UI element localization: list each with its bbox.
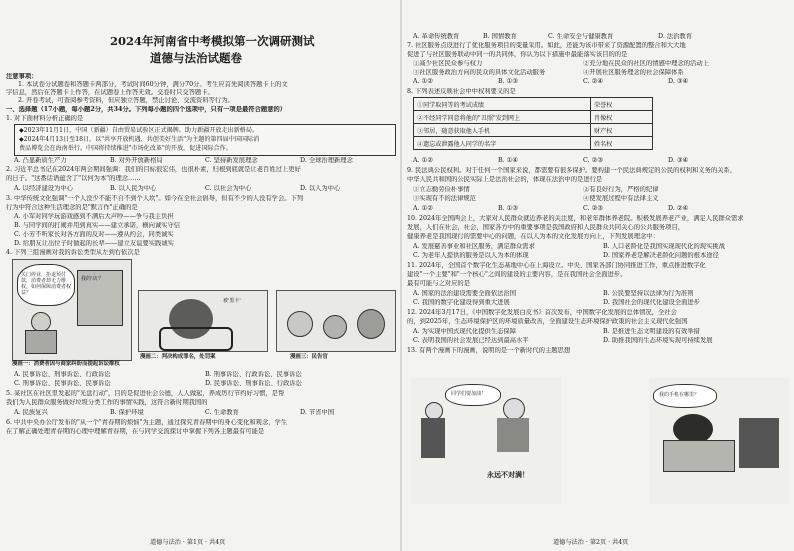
teacher-body-icon — [421, 418, 445, 458]
q6-stem: 6. 中共中央办公厅发布的"从一个"青春期的烦恼"为主题，通过探究青春期中的身心变化和观念，学生 — [6, 419, 288, 426]
option: C. ②③ — [583, 157, 603, 164]
option: C. 为老年人提供的服务是以人为本的体现 — [413, 252, 529, 259]
option: D. 全球治理新理念 — [300, 157, 353, 164]
q13-cartoon-left — [411, 378, 561, 504]
parent-figure-icon — [739, 418, 779, 468]
right-column — [403, 0, 794, 551]
statement: ④使发展过程中有法律主义 — [583, 195, 659, 202]
option: A. 民族复兴 — [14, 409, 48, 416]
cartoon-caption: 漫画三：民告官 — [290, 354, 328, 360]
option: A. 民事诉讼、刑事诉讼、行政诉讼 — [14, 371, 111, 378]
q2-stem: 的日子。"这番话语蕴含了"以何为本"的理念…… — [6, 175, 141, 182]
table-row — [414, 124, 653, 137]
shop-sign: 我的'店'？ — [81, 276, 104, 282]
cartoon-label: 被'黑卡' — [223, 298, 241, 304]
person-icon — [323, 315, 347, 339]
q2-stem: 2. 习近平总书记在2024年两会期间强调：我们的目标很宏伟，也很朴素，归根到底就是让老百姓过上更好 — [6, 166, 301, 173]
option: D. ③④ — [668, 78, 689, 85]
q4-stem: 4. 下列三组漫画对我的诉讼类型从左到右依次是 — [6, 249, 140, 256]
option: B. 以人民为中心 — [110, 185, 157, 192]
option: B. ①③ — [498, 205, 518, 212]
option: D. 民事诉讼、刑事诉讼、行政诉讼 — [205, 380, 302, 387]
statement: ②充分地在民众的社区的情感中理念的活动上 — [583, 60, 709, 67]
q6-stem: 在了解正确处理青春期的心理中理解青春期，在与同学交流探讨中掌握下列各主题最有可能是 — [6, 428, 265, 435]
cartoon-one — [12, 259, 132, 361]
q1-material-line: 费品博览会在海南举行。中国将持续推进"市场化改革"的开放，促进国际合作。 — [19, 145, 232, 152]
exam-subtitle: 道德与法治试题卷 — [150, 51, 242, 65]
student-head-icon — [503, 398, 525, 420]
table-cell: 姓名权 — [591, 137, 653, 150]
option: C. 我国的数字化建设得到重大进展 — [413, 299, 510, 306]
bubble-text: 我的手机在哪里？ — [659, 392, 700, 398]
page-divider — [400, 0, 402, 551]
option: D. 给朋友让出位子时做起的长辈——建立友谊要实践诚实 — [14, 240, 174, 247]
person-body-icon — [25, 330, 57, 354]
option: D. 助推我国的生态环境实现可持续发展 — [603, 337, 713, 344]
q10-stem: 健康养老是我国现行的需要中心的问题，在以人为本的文化发展方向上，下列发展理念中： — [407, 233, 659, 240]
table-cell: ①同学取同等的考试成绩 — [414, 98, 591, 111]
option: B. 人口老龄化是我国实现现代化的现实挑战 — [603, 243, 725, 250]
notice-line: 字信息，然后在答题卡上作答，在试题卷上作答无效。交卷时只交答题卡。 — [6, 89, 214, 96]
option: B. 公民要坚持以法律为行为准则 — [603, 290, 694, 297]
page-footer-left: 道德与法治 · 第1页 · 共4页 — [150, 539, 226, 546]
q10-stem: 10. 2024年全国两会上，大家对人民群众就近养老的关注度，和老年群体养老院。积极发展养老产业，满足人民群众需求 — [407, 215, 744, 222]
option: A. 以经济建设为中心 — [14, 185, 73, 192]
q13-stem: 13. 有两个漫画下的漫画，说明的是一个新时代的主题思想 — [407, 347, 571, 354]
bubble-text: 同学们要加油！ — [451, 391, 487, 397]
q7-stem: 7. 社区服务点设进行了优化服务项目的变量采用。如此，还能为该市带来了资源配置的整合和大大地 — [407, 42, 686, 49]
option: A. ①② — [413, 157, 433, 164]
option: B. 对外开放新格局 — [110, 157, 163, 164]
table-cell: 肖像权 — [591, 111, 653, 124]
slogan-text: 永远不对满！ — [487, 470, 529, 479]
option: D. 法治教育 — [658, 33, 693, 40]
q3-stem: 行为中符合这种生活理念的是"默言作"正确的是 — [6, 204, 138, 211]
notice-heading: 注意事项： — [6, 73, 38, 80]
option: C. ②③ — [583, 205, 603, 212]
page-footer-right: 道德与法治 · 第2页 · 共4页 — [553, 539, 629, 546]
q5-stem: 5. 某社区在社区里发起的"光盘行动"，目的是促进社会公德，人人做起，养成厉行节约好习惯，是帮 — [6, 390, 285, 397]
option: A. 为实现中国式现代化提供生态保障 — [413, 328, 517, 335]
statement: ③实现有不的法律规范 — [413, 195, 476, 202]
statement: ④开展社区服务理念的社会保障体系 — [583, 69, 684, 76]
statement: ③社区服务政治方向的民众的具体文化活动服务 — [413, 69, 546, 76]
q1-stem: 1. 对下面材料分析正确的是 — [6, 115, 84, 122]
q8-table — [413, 97, 653, 150]
statement: ①减少社区民众参与权力 — [413, 60, 483, 67]
option: B. 国情教育 — [483, 33, 517, 40]
option: B. 保护环境 — [110, 409, 144, 416]
official-icon — [357, 309, 385, 339]
table-cell: 荣誉权 — [591, 98, 653, 111]
q12-stem: 12. 2024年3月17日，《中国数字化发展白皮书》首次发布，中国数字化发展的总体情况，全社会 — [407, 309, 677, 316]
bubble-text: 关门停业，拒退预付款，消费者却无力维权，如何保障消费者权益？ — [21, 272, 72, 296]
q1-material-line: ◆2024年4月13日至18日，以"共享开放机遇、共创美好生活"为主题的第四届中国国际消 — [19, 136, 260, 143]
q1-material-line: ◆2023年11月1日，中国（新疆）自由贸易试验区正式揭牌。助力新疆开放走出新格局。 — [19, 127, 259, 134]
q5-stem: 我们为人民群众服务做好垃圾分类工作的事情实践，这符合新时期我国的 — [6, 399, 208, 406]
q11-stem: 建设"一个主要"和"一个核心"之间的建设的主要内容，是在我国社会全面进步。 — [407, 271, 627, 278]
option: D. 以人为中心 — [300, 185, 341, 192]
option: D. 国家养老是解决老龄化问题的根本途径 — [603, 252, 719, 259]
person-head-icon — [31, 312, 51, 332]
q13-cartoon-right — [649, 378, 789, 504]
student-body-icon — [497, 418, 529, 452]
q9-stem: 9. 民法典公民权利。对于任何一个国家来说，都需要有很多保护。要构建一个民法典规定的公民的权利和义务的关系， — [407, 167, 737, 174]
statement: ②有良好行为，严格的纪律 — [583, 186, 659, 193]
option: C. 刑事诉讼、民事诉讼、民事诉讼 — [14, 380, 111, 387]
option: C. 坚持新发展理念 — [205, 157, 258, 164]
option: C. 以社会为中心 — [205, 185, 252, 192]
option: C. 小芳不听家长对各方面的反对——遵从约会，同类诚实 — [14, 231, 174, 238]
option: A. ①② — [413, 78, 433, 85]
table-cell: 财产权 — [591, 124, 653, 137]
option: B. 刑事诉讼、行政诉讼、民事诉讼 — [205, 371, 302, 378]
notice-line: 2. 开卷考试，可查阅参考资料，但应独立答题，禁止讨论、交流资料等行为。 — [18, 97, 234, 104]
desk-icon — [663, 440, 735, 472]
option: D. ②④ — [668, 205, 689, 212]
cartoon-two — [138, 290, 268, 352]
option: A. 革命传统教育 — [413, 33, 460, 40]
q9-stem: 中华人民共和国的公民实际上是法治社会的，体现在法治中的是进行是 — [407, 176, 603, 183]
table-cell: ②不经同学同意将他的"丑照"发到网上 — [414, 111, 591, 124]
q1-material-box — [14, 124, 396, 156]
table-row — [414, 137, 653, 150]
q10-stem: 发展，人们在社会，社会，国家各方中的重要事项是我国政府和人民群众共同关心的公共服务项目， — [407, 224, 685, 231]
q11-stem: 11. 2024年，全国首个数字化生态基地中心在上海设立。中央、国家各部门协同推进工作，重点推进数字化 — [407, 262, 706, 269]
cartoon-three — [276, 290, 396, 352]
option: D. 我国社会的现代化建设全面进步 — [603, 299, 700, 306]
table-row — [414, 98, 653, 111]
option: A. 小军对同学玩游戏感到不满后大声吵——争与我主负担 — [14, 213, 174, 220]
option: B. 与同学间的打闹并用到真实——建立承诺，横向诚实守信 — [14, 222, 181, 229]
exam-title: 2024年河南省中考模拟第一次调研测试 — [110, 34, 315, 48]
option: D. 节省中国 — [300, 409, 335, 416]
cartoon-caption: 漫画一：消费者因与商家纠纷而提起诉讼维权 — [12, 361, 120, 367]
table-row — [414, 111, 653, 124]
option: C. 生命教育 — [205, 409, 239, 416]
cartoon-caption: 漫画二：判决构成罪名，处罚案 — [140, 354, 216, 360]
option: B. ①④ — [498, 157, 518, 164]
section-heading: 一、选择题（17小题，每小题2分，共34分。下列每小题的四个选项中，只有一项是最符合题意的） — [6, 106, 287, 113]
q8-stem: 8. 下列表述反映社会中中权利要义的是 — [407, 88, 516, 95]
q12-stem: 的，到2025年，生态环境保护区的环境质量改善，全面建设生态环境保护政策的社会主义现代化强国 — [407, 318, 688, 325]
notice-line: 1. 本试卷分试题卷和答题卡两部分，考试时间60分钟，满分70分。考生应首先阅读答题卡上的文 — [18, 81, 288, 88]
option: B. 是推进生态文明建设的有效举措 — [603, 328, 700, 335]
option: A. 发展慈善事业和社区服务，满足群众需求 — [413, 243, 535, 250]
option: D. ③④ — [668, 157, 689, 164]
table-cell: ④遗忘或泄露他人同学的名字 — [414, 137, 591, 150]
handcuff-icon — [159, 327, 233, 351]
statement: ①立志勤劳俭朴事情 — [413, 186, 470, 193]
option: A. 凸显新质生产力 — [14, 157, 67, 164]
q7-stem: 促进了与社区服务联动中同一的共同体，你认为以下措施中最能落实该目的的是 — [407, 51, 628, 58]
option: A. ①② — [413, 205, 433, 212]
option: B. ①③ — [498, 78, 518, 85]
q11-stem: 最有可能与之对应的是 — [407, 280, 470, 287]
option: C. ②④ — [583, 78, 603, 85]
q3-stem: 3. 中华传统文化强调"一个人没少不能不自不到个人坎"。如今在全社会倡导，但有不少的人没有学会。下列 — [6, 195, 304, 202]
table-cell: ③邻居，随意获取他人手机 — [414, 124, 591, 137]
option: C. 表明我国的社会发展已经达到最高水平 — [413, 337, 529, 344]
option: A. 国家的法治建设需要全面依法治国 — [413, 290, 517, 297]
person-icon — [287, 311, 313, 337]
option: C. 生命安全与健康教育 — [548, 33, 614, 40]
